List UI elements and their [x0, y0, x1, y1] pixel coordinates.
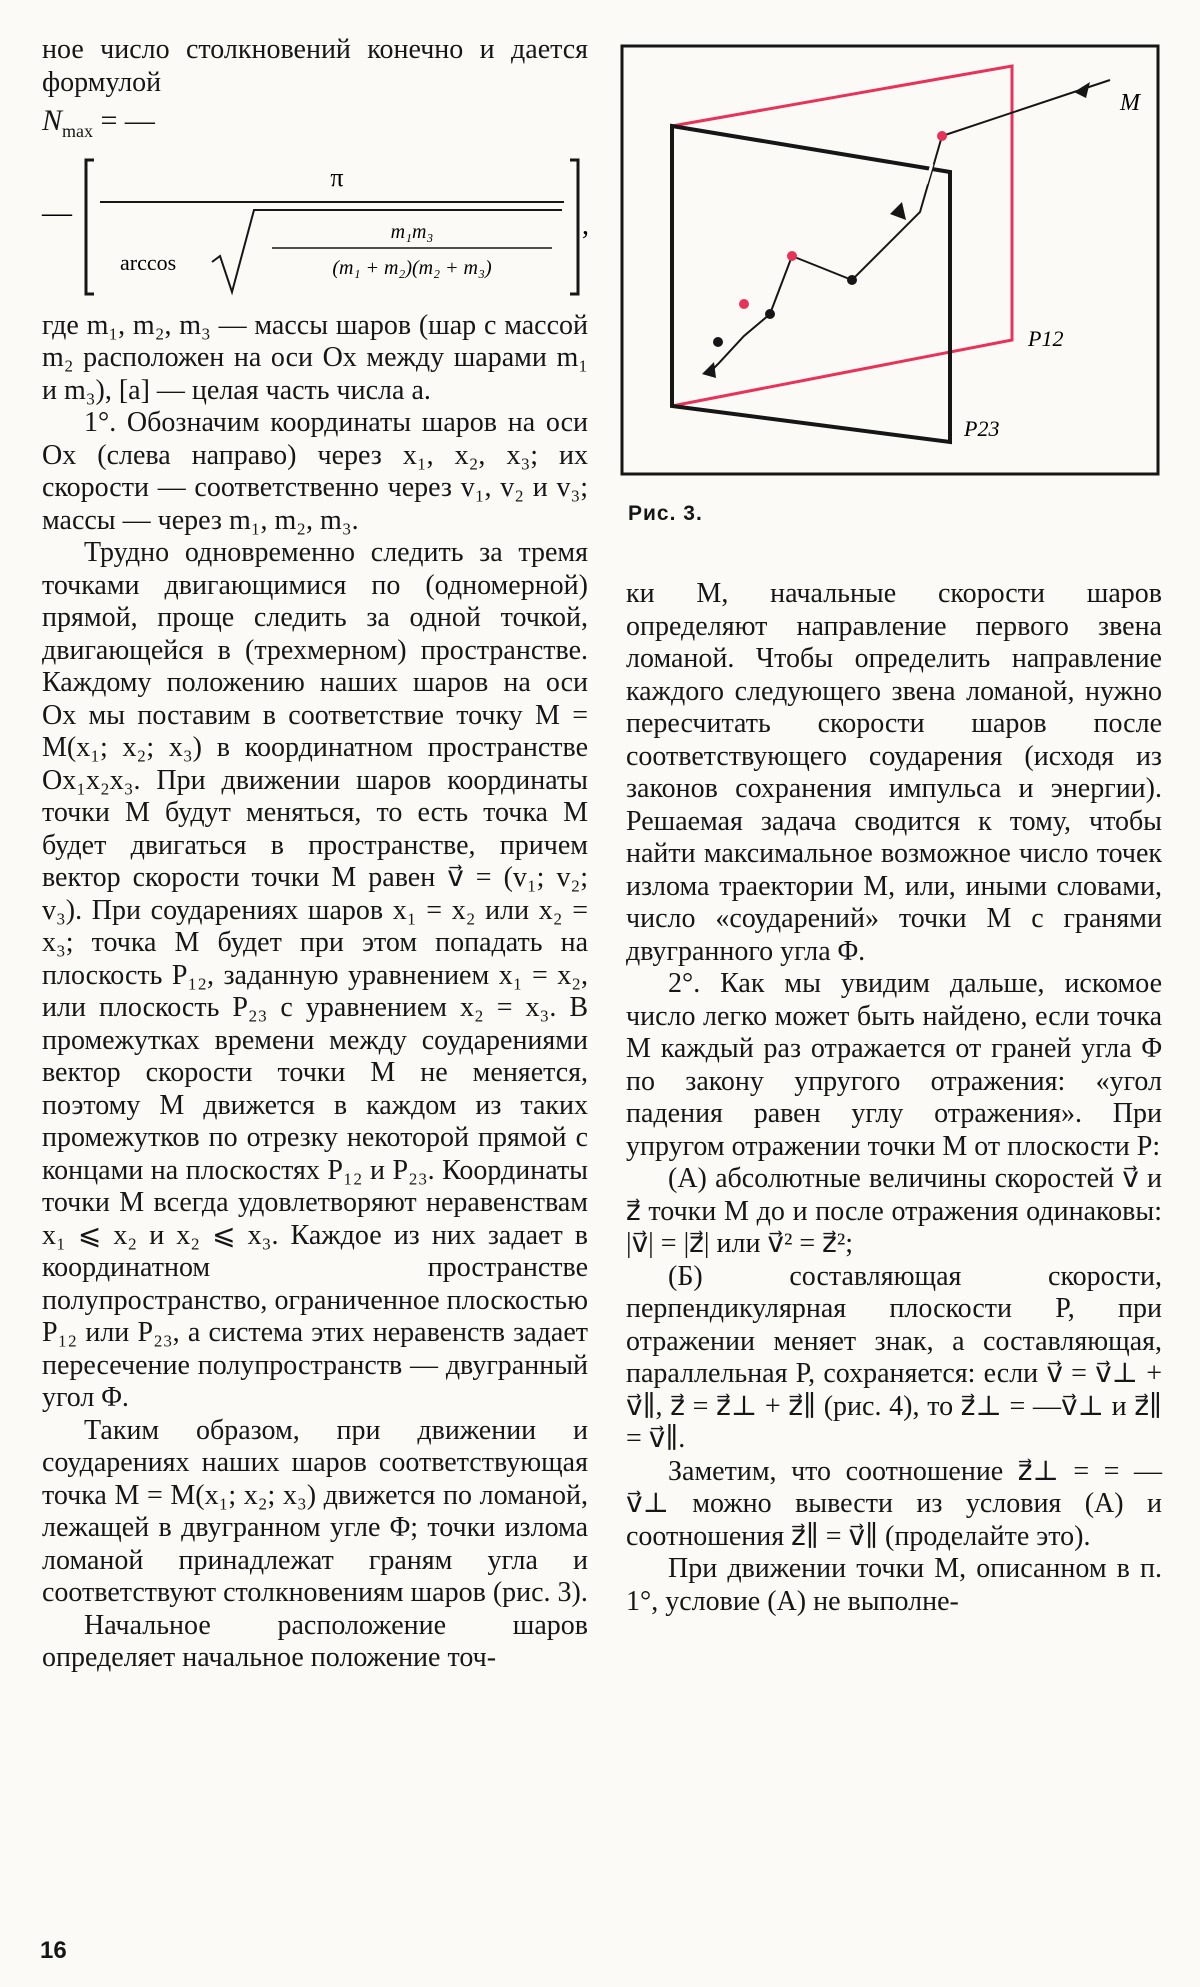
collision-point-red [937, 131, 947, 141]
right-item-a: (А) абсолютные величины скоростей v⃗ и z⃗ точки M до и после отражения одинаковы: |v⃗| = |z⃗| или v⃗² = z⃗²; [626, 1163, 1162, 1259]
formula-pi: π [330, 162, 344, 192]
left-paragraph-masses: где m₁, m₂, m₃ — массы шаров (шар с массой m₂ расположен на оси Ox между шарами m₁ и m₃), [a] — целая часть числа a. [42, 309, 588, 406]
right-paragraph-note: Заметим, что соотношение z⃗⊥ = = — v⃗⊥ можно вывести из условия (А) и соотношения z⃗∥ = v⃗∥ (проделайте это). [626, 1455, 1162, 1552]
figure-caption: Рис. 3. [628, 502, 703, 525]
label-p23: P23 [964, 416, 1000, 441]
arrowhead-in [1074, 82, 1090, 98]
label-p12: P12 [1028, 326, 1064, 351]
left-paragraph-1: 1°. Обозначим координаты шаров на оси Ox (слева направо) через x₁, x₂, x₃; их скорости — соответственно через v₁, v₂ и v₃; массы — через m₁, m₂, m₃. [42, 407, 588, 536]
right-column [626, 578, 1162, 1618]
formula-suffix: , [582, 209, 589, 241]
right-paragraph-last: При движении точки M, описанном в п. 1°, условие (А) не выполне- [626, 1553, 1162, 1617]
left-paragraph-2: Трудно одновременно следить за тремя точками двигающимися по (одномерной) прямой, проще следить за одной точкой, двигающейся в (трехмерном) пространстве. Каждому положению наших шаров на оси Ox мы поставим в соответствие точку M = M(x₁; x₂; x₃) в координатном пространстве Ox₁x₂x₃. При движении шаров координаты точки M будут меняться, то есть точка M будет двигаться в пространстве, причем вектор скорости точки M равен v⃗ = (v₁; v₂; v₃). При соударениях шаров x₁ = x₂ или x₂ = x₃; точка M будет при этом попадать на плоскость P₁₂, заданную уравнением x₁ = x₂, или плоскость P₂₃ с уравнением x₂ = x₃. В промежутках времени между соударениями вектор скорости точки M не меняется, поэтому M движется в каждом из таких промежутков по отрезку некоторой прямой с концами на плоскостях P₁₂ и P₂₃. Координаты точки M всегда удовлетворяют неравенствам x₁ ⩽ x₂ и x₂ ⩽ x₃. Каждое из них задает в координатном пространстве полупространство, ограниченное плоскостью P₁₂ или P₂₃, а система этих неравенств задает пересечение полупространств — двугранный угол Φ. [42, 537, 588, 1413]
formula-prefix: — [42, 195, 72, 229]
plane-p23 [672, 126, 950, 442]
left-paragraph-intro: ное число столкновений конечно и дается формулой [42, 34, 588, 98]
arrowhead-mid [890, 202, 906, 220]
right-paragraph-1: ки M, начальные скорости шаров определяют направление первого звена ломаной. Чтобы определить направление каждого следующего звена ломаной, нужно пересчитать скорости шаров после соответствующего соударения (исходя из законов сохранения импульса и энергии). Решаемая задача сводится к тому, чтобы найти максимальное возможное число точек излома траектории M, или, иными словами, число «соударений» точки M с гранями двугранного угла Φ. [626, 578, 1162, 967]
right-paragraph-2: 2°. Как мы увидим дальше, искомое число легко может быть найдено, если точка M каждый раз отражается от граней угла Φ по закону упругого отражения: «угол падения равен углу отражения». При упругом отражении точки M от плоскости P: [626, 968, 1162, 1162]
collision-point-red [787, 251, 797, 261]
formula-label [42, 105, 588, 148]
figure-svg [620, 44, 1160, 476]
formula-arccos: arccos [120, 249, 177, 275]
right-item-b: (Б) составляющая скорости, перпендикулярная плоскости P, при отражении меняет знак, а составляющая, параллельная P, сохраняется: если v⃗ = v⃗⊥ + v⃗∥, z⃗ = z⃗⊥ + z⃗∥ (рис. 4), то z⃗⊥ = —v⃗⊥ и z⃗∥ = v⃗∥. [626, 1260, 1162, 1454]
formula-equals: = — [93, 104, 155, 137]
sqrt-sign [212, 210, 562, 292]
formula-n: N [42, 104, 63, 137]
formula-block [42, 152, 588, 302]
root-numerator: m₁m₃ [390, 220, 434, 243]
formula-n-sub: max [62, 121, 94, 141]
page-number: 16 [40, 1937, 67, 1964]
arrowhead-out [702, 362, 716, 378]
collision-point-black [847, 275, 857, 285]
bracket-left [86, 160, 94, 294]
collision-point-black [765, 309, 775, 319]
formula-svg [42, 152, 588, 302]
left-paragraph-4: Начальное расположение шаров определяет начальное положение точ- [42, 1609, 588, 1673]
left-paragraph-3: Таким образом, при движении и соударениях наших шаров соответствующая точка M = M(x₁; x₂; x₃) движется по ломаной, лежащей в двугранном угле Φ; точки излома ломаной принадлежат граням угла и соответствуют столкновениям шаров (рис. 3). [42, 1414, 588, 1608]
collision-point-black [713, 337, 723, 347]
bracket-right [570, 160, 578, 294]
label-m: M [1120, 90, 1140, 116]
left-column [42, 34, 588, 1675]
collision-point-red [739, 299, 749, 309]
figure-3 [620, 44, 1160, 476]
root-denominator: (m₁ + m₂)(m₂ + m₃) [332, 256, 492, 279]
trajectory-polyline [708, 136, 942, 374]
plane-p12 [672, 66, 1012, 406]
